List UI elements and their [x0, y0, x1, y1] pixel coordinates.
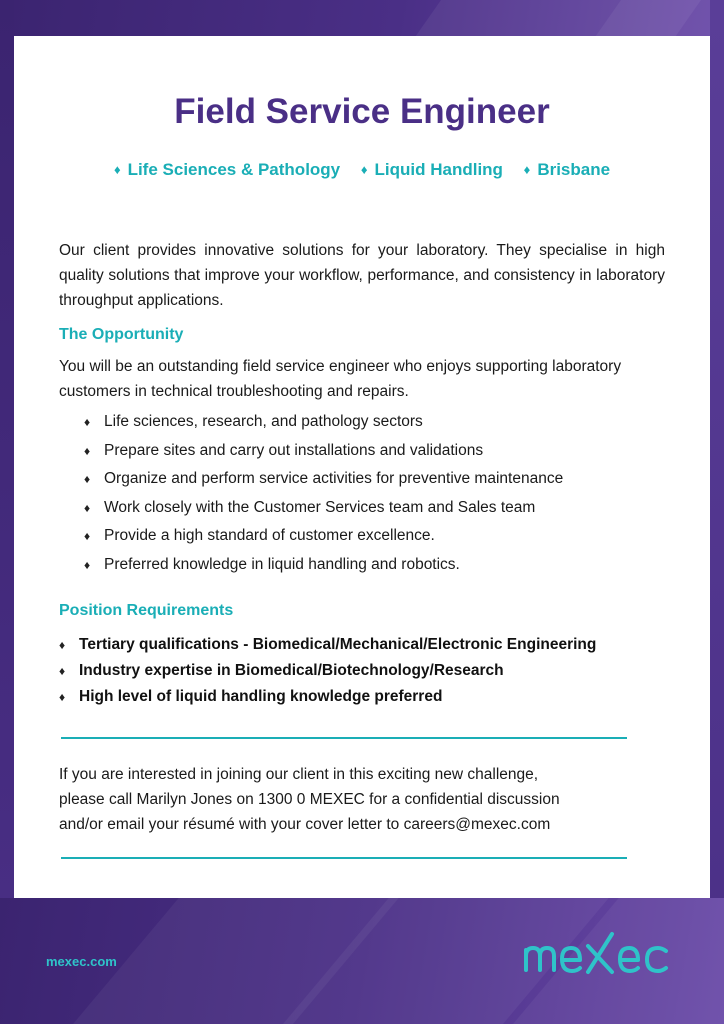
contact-line: and/or email your résumé with your cover letter to careers@mexec.com: [59, 816, 551, 833]
top-border-band: [0, 0, 724, 36]
section-divider: [61, 857, 627, 859]
tag-label: Life Sciences & Pathology: [127, 160, 341, 179]
right-border-band: [710, 0, 724, 1024]
requirements-list: [59, 632, 699, 710]
list-item: [59, 632, 699, 658]
diamond-bullet-icon: ♦: [59, 690, 66, 704]
list-item: [84, 465, 684, 494]
list-item: [59, 658, 699, 684]
diamond-bullet-icon: ♦: [84, 443, 91, 458]
list-item: [84, 551, 684, 580]
job-tags: [14, 160, 710, 180]
tag-specialty: [361, 160, 503, 180]
list-item: [84, 408, 684, 437]
list-item-text: Industry expertise in Biomedical/Biotechnology/Research: [79, 662, 504, 679]
diamond-bullet-icon: ♦: [523, 162, 531, 177]
diamond-bullet-icon: ♦: [84, 472, 91, 486]
contact-paragraph: [59, 762, 679, 837]
list-item: [59, 684, 699, 710]
footer-band: [0, 898, 724, 1024]
requirements-heading: Position Requirements: [59, 602, 234, 619]
list-item-text: Preferred knowledge in liquid handling and robotics.: [104, 555, 460, 573]
intro-paragraph: Our client provides innovative solutions for your laboratory. They specialise in high quality solutions that improve your workflow, performance, and consistency in laboratory throughput applications.: [59, 242, 665, 309]
contact-line: please call Marilyn Jones on 1300 0 MEXEC for a confidential discussion: [59, 791, 560, 808]
left-border-band: [0, 0, 14, 1024]
tag-label: Liquid Handling: [374, 160, 503, 179]
list-item-text: Tertiary qualifications - Biomedical/Mechanical/Electronic Engineering: [79, 636, 597, 653]
section-divider: [61, 737, 627, 739]
list-item: [84, 522, 684, 551]
diamond-bullet-icon: ♦: [59, 638, 66, 652]
list-item: [84, 437, 684, 466]
list-item-text: Life sciences, research, and pathology sectors: [104, 413, 423, 430]
list-item: [84, 494, 684, 523]
tag-location: [524, 160, 610, 180]
tag-label: Brisbane: [537, 160, 611, 179]
opportunity-paragraph: You will be an outstanding field service engineer who enjoys supporting laboratory customers in technical troubleshooting and repairs.: [59, 358, 622, 400]
diamond-bullet-icon: ♦: [84, 500, 91, 515]
contact-line: If you are interested in joining our client in this exciting new challenge,: [59, 766, 539, 783]
list-item-text: Work closely with the Customer Services team and Sales team: [104, 498, 536, 516]
content-panel: [14, 36, 710, 898]
diamond-bullet-icon: ♦: [360, 162, 368, 177]
diamond-bullet-icon: ♦: [113, 162, 121, 177]
tag-sector: [114, 160, 340, 180]
diamond-bullet-icon: ♦: [84, 529, 91, 543]
diamond-bullet-icon: ♦: [84, 557, 91, 572]
opportunity-heading: The Opportunity: [59, 326, 184, 343]
diamond-bullet-icon: ♦: [84, 415, 91, 429]
mexec-logo: [520, 926, 680, 986]
list-item-text: Prepare sites and carry out installations and validations: [104, 441, 484, 459]
diamond-bullet-icon: ♦: [59, 664, 66, 678]
footer-website-link[interactable]: mexec.com: [46, 954, 117, 969]
list-item-text: Organize and perform service activities for preventive maintenance: [104, 470, 564, 487]
list-item-text: Provide a high standard of customer excellence.: [104, 527, 435, 544]
list-item-text: High level of liquid handling knowledge preferred: [79, 688, 443, 705]
job-title: Field Service Engineer: [174, 92, 550, 131]
opportunity-list: [84, 408, 684, 579]
